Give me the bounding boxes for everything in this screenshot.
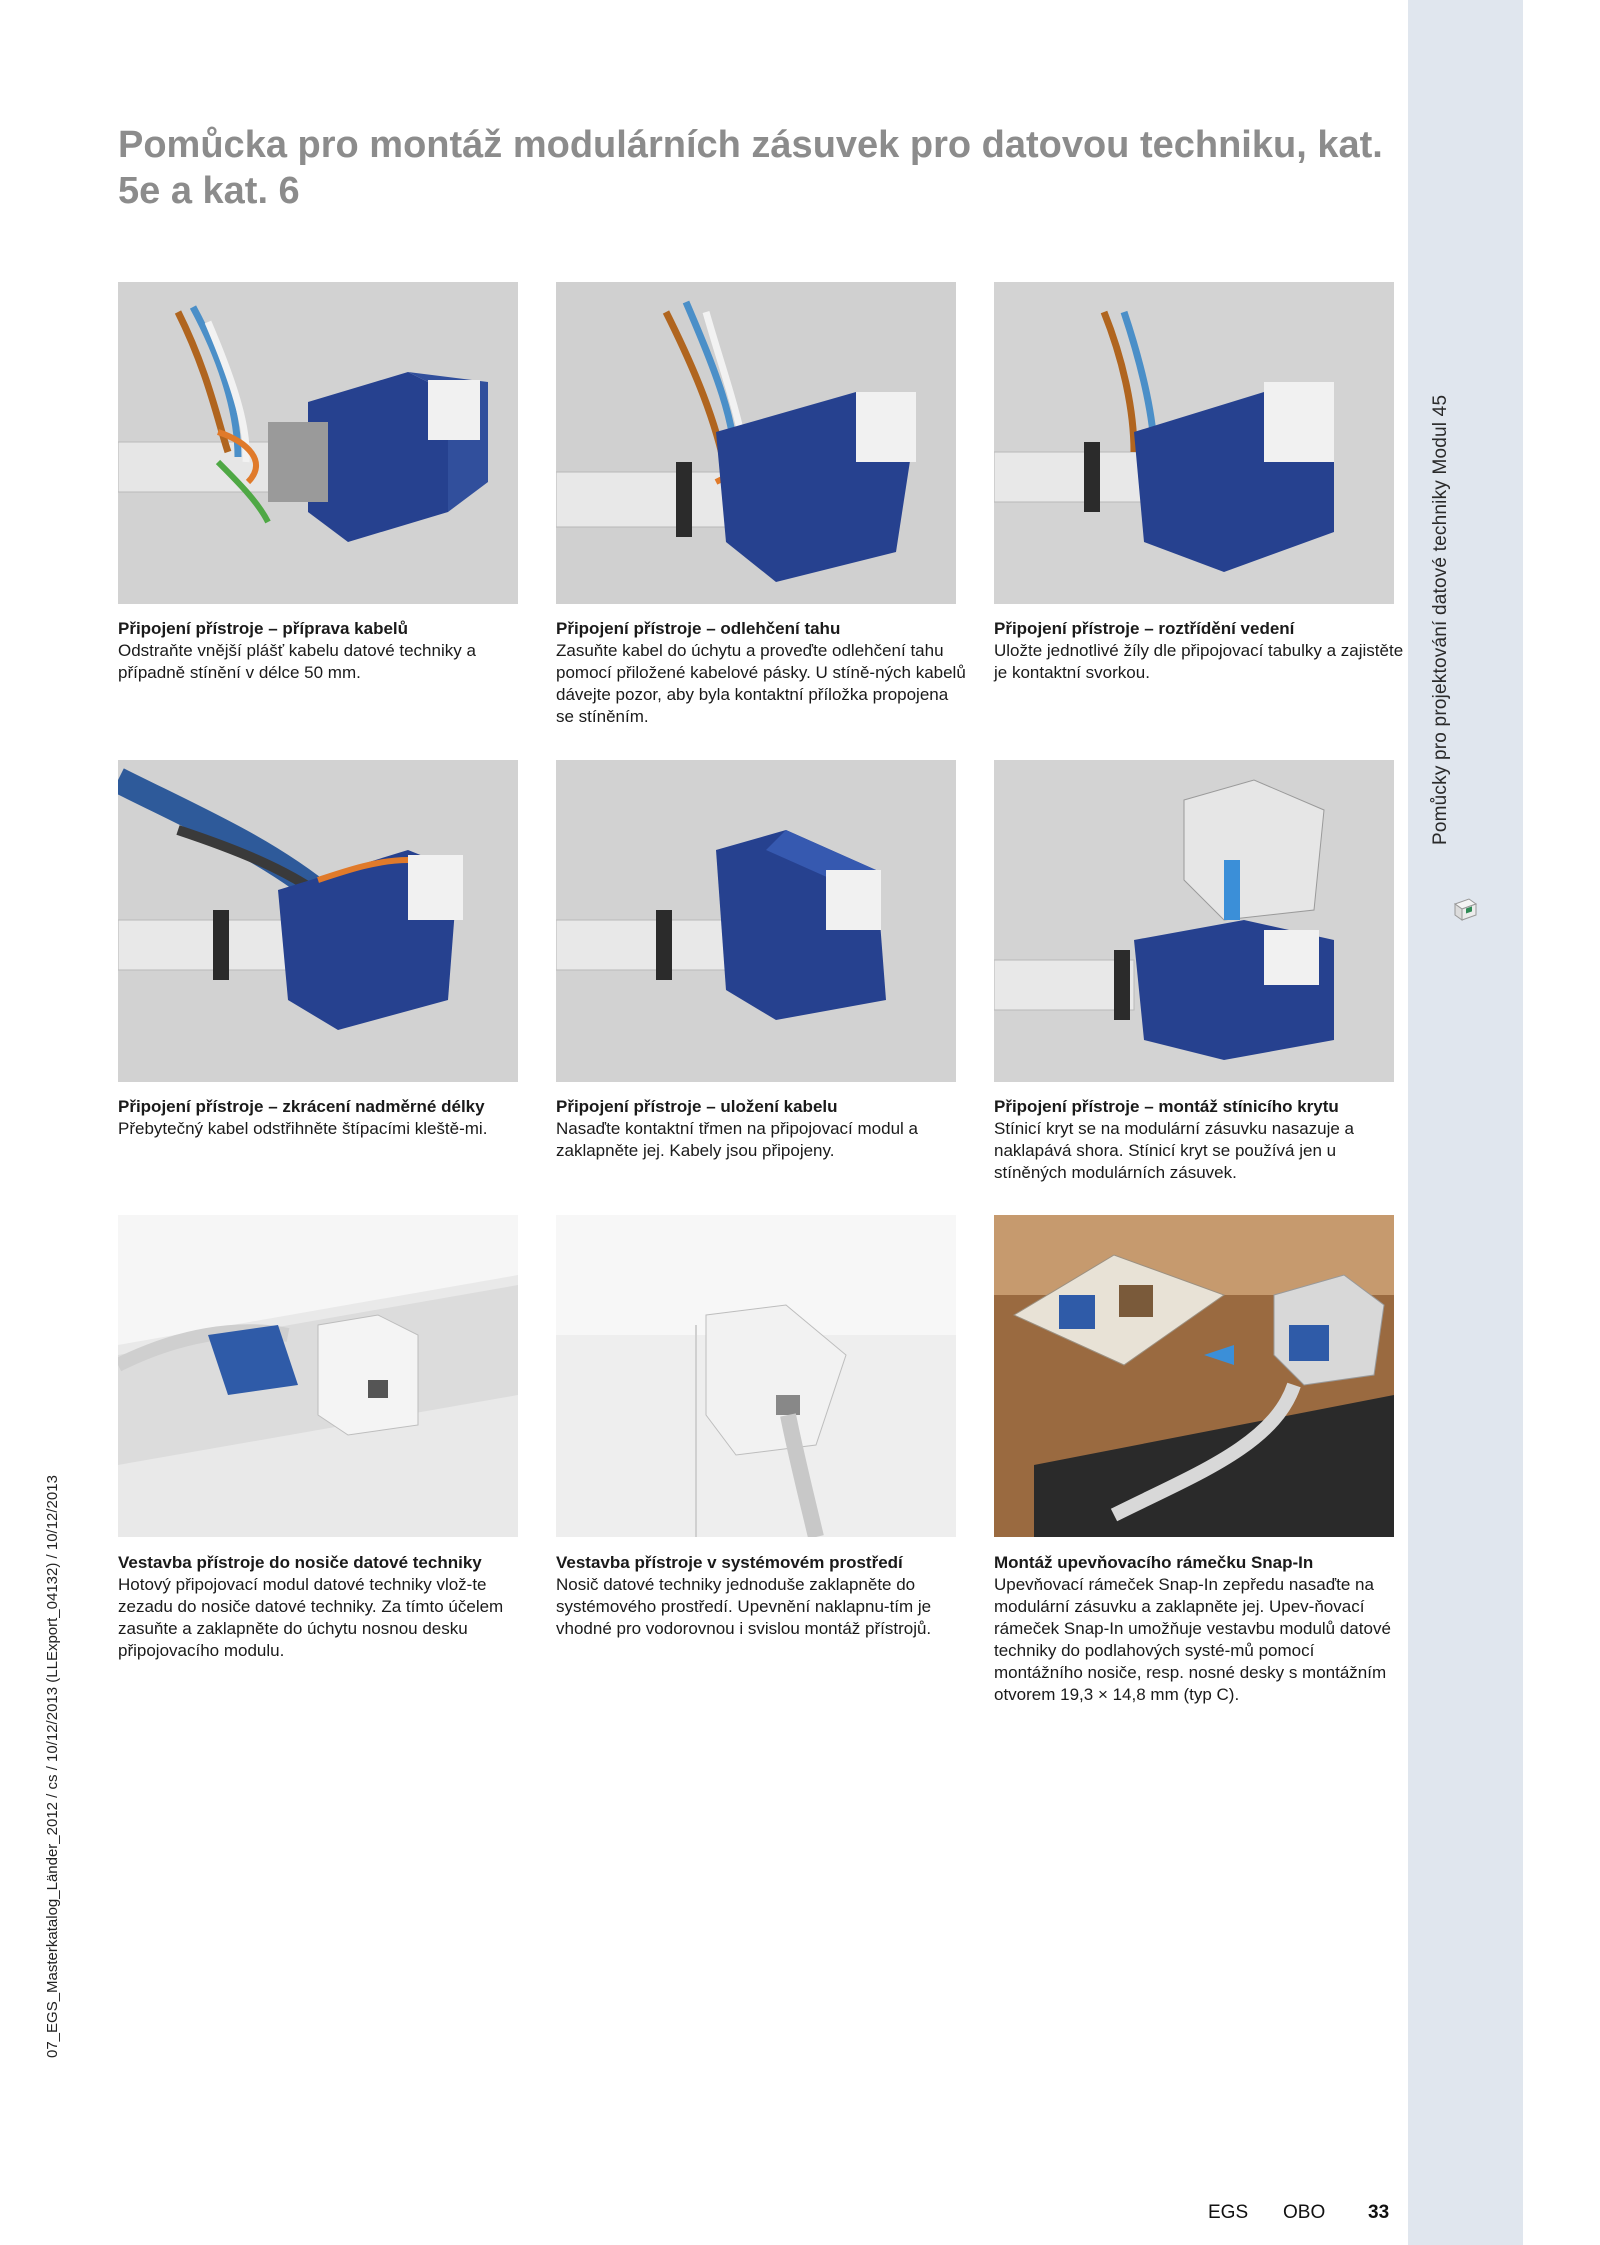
- sidebar-label: Pomůcky pro projektování datové techniky Modul 45: [1430, 394, 1451, 845]
- footer-brand-obo: OBO: [1283, 2202, 1326, 2223]
- sidebar-band: [1408, 0, 1523, 2245]
- step-caption: [118, 1096, 528, 1140]
- step-caption: [994, 618, 1404, 684]
- step-caption: [994, 1096, 1404, 1184]
- page-number: 33: [1368, 2202, 1390, 2223]
- step-text: Hotový připojovací modul datové techniky vlož-te zezadu do nosiče datové techniky. Za tímto účelem zasuňte a zaklapněte do úchytu nosnou desku připojovacího modulu.: [118, 1575, 504, 1660]
- step-heading: Připojení přístroje – roztřídění vedení: [994, 619, 1295, 638]
- step-text: Upevňovací rámeček Snap-In zepředu nasaďte na modulární zásuvku a zaklapněte jej. Upev-ňovací rámeček Snap-In umožňuje vestavbu modulů datové techniky do podlahových systé-mů pomocí montážního nosiče, resp. nosné desky s montážním otvorem 19,3 × 14,8 mm (typ C).: [994, 1575, 1391, 1704]
- step-text: Zasuňte kabel do úchytu a proveďte odlehčení tahu pomocí přiložené kabelové pásky. U stíně-ných kabelů dávejte pozor, aby byla kontaktní příložka propojena se stíněním.: [556, 641, 966, 726]
- photo-system-installation: [556, 1215, 956, 1537]
- step-text: Přebytečný kabel odstřihněte štípacími kleště-mi.: [118, 1119, 488, 1138]
- step-heading: Připojení přístroje – příprava kabelů: [118, 619, 409, 638]
- step-caption: [556, 618, 966, 728]
- photo-trimming-excess: [118, 760, 518, 1082]
- document-reference: 07_EGS_Masterkatalog_Länder_2012 / cs / 10/12/2013 (LLExport_04132) / 10/12/2013: [44, 1475, 61, 2058]
- step-caption: [556, 1096, 966, 1162]
- step-heading: Vestavba přístroje do nosiče datové techniky: [118, 1553, 482, 1572]
- step-caption: [556, 1552, 966, 1640]
- photo-shield-cover: [994, 760, 1394, 1082]
- modular-socket-icon: [1451, 895, 1479, 923]
- step-heading: Připojení přístroje – odlehčení tahu: [556, 619, 841, 638]
- photo-carrier-installation: [118, 1215, 518, 1537]
- photo-strain-relief: [556, 282, 956, 604]
- page-title: Pomůcka pro montáž modulárních zásuvek pro datovou techniku, kat. 5e a kat. 6: [118, 124, 1383, 212]
- step-text: Nasaďte kontaktní třmen na připojovací modul a zaklapněte jej. Kabely jsou připojeny.: [556, 1119, 918, 1160]
- step-heading: Připojení přístroje – zkrácení nadměrné délky: [118, 1097, 485, 1116]
- photo-cable-placement: [556, 760, 956, 1082]
- step-heading: Připojení přístroje – uložení kabelu: [556, 1097, 838, 1116]
- photo-cable-preparation: [118, 282, 518, 604]
- photo-wire-sorting: [994, 282, 1394, 604]
- step-text: Uložte jednotlivé žíly dle připojovací tabulky a zajistěte je kontaktní svorkou.: [994, 641, 1404, 682]
- photo-snap-in-frame: [994, 1215, 1394, 1537]
- step-text: Odstraňte vnější plášť kabelu datové techniky a případně stínění v délce 50 mm.: [118, 641, 476, 682]
- step-caption: [118, 1552, 528, 1662]
- step-text: Stínicí kryt se na modulární zásuvku nasazuje a naklapává shora. Stínicí kryt se používá jen u stíněných modulárních zásuvek.: [994, 1119, 1355, 1182]
- step-heading: Montáž upevňovacího rámečku Snap-In: [994, 1553, 1314, 1572]
- footer-brand-egs: EGS: [1208, 2202, 1249, 2223]
- step-caption: [118, 618, 528, 684]
- step-heading: Vestavba přístroje v systémovém prostředí: [556, 1553, 903, 1572]
- step-caption: [994, 1552, 1404, 1706]
- step-heading: Připojení přístroje – montáž stínicího krytu: [994, 1097, 1339, 1116]
- step-text: Nosič datové techniky jednoduše zaklapněte do systémového prostředí. Upevnění naklapnu-tím je vhodné pro vodorovnou i svislou montáž přístrojů.: [556, 1575, 932, 1638]
